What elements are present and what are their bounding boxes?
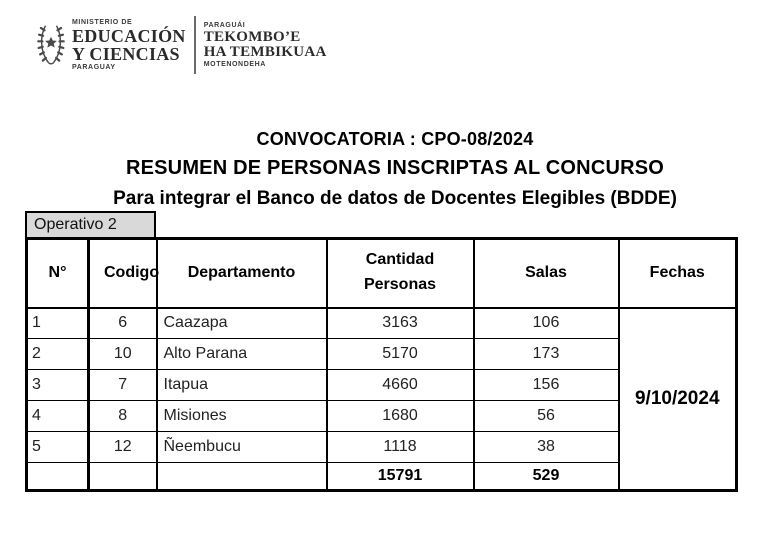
logo-paraguay: PARAGUAY — [72, 64, 116, 72]
header-codigo: Codigo — [89, 239, 157, 308]
cell-n: 4 — [27, 401, 89, 432]
logo-tekomboe: TEKOMBO’E — [203, 28, 301, 45]
cell-departamento: Caazapa — [157, 308, 327, 339]
header-fechas: Fechas — [619, 239, 737, 308]
ministry-logo — [36, 16, 327, 74]
total-salas: 529 — [474, 463, 619, 491]
logo-educacion: EDUCACIÓN — [72, 25, 186, 46]
cell-cantidad: 5170 — [327, 339, 474, 370]
summary-table — [25, 237, 738, 492]
title-resumen: RESUMEN DE PERSONAS INSCRIPTAS AL CONCURSO — [125, 157, 665, 179]
cell-departamento: Misiones — [157, 401, 327, 432]
logo-paraguai: PARAGUÁI — [203, 21, 246, 29]
cell-n: 1 — [27, 308, 89, 339]
cell-n: 3 — [27, 370, 89, 401]
cell-codigo-empty — [89, 463, 157, 491]
cell-departamento-empty — [157, 463, 327, 491]
cell-departamento: Itapua — [157, 370, 327, 401]
logo-ministerio-de: MINISTERIO DE — [72, 18, 133, 26]
cell-salas: 38 — [474, 432, 619, 463]
cell-cantidad: 1118 — [327, 432, 474, 463]
header-n: N° — [27, 239, 89, 308]
cell-cantidad: 3163 — [327, 308, 474, 339]
title-subtitle: Para integrar el Banco de datos de Docentes Elegibles (BDDE) — [113, 188, 677, 209]
cell-codigo: 8 — [89, 401, 157, 432]
cell-departamento: Ñeembucu — [157, 432, 327, 463]
cell-n-empty — [27, 463, 89, 491]
cell-codigo: 10 — [89, 339, 157, 370]
fecha-merged-cell: 9/10/2024 — [619, 308, 737, 491]
cell-salas: 106 — [474, 308, 619, 339]
cell-n: 2 — [27, 339, 89, 370]
logo-text-spanish — [72, 18, 186, 73]
cell-cantidad: 1680 — [327, 401, 474, 432]
logo-divider — [194, 16, 196, 74]
cell-salas: 56 — [474, 401, 619, 432]
logo-ha-tembikuaa: HA TEMBIKUAA — [203, 44, 327, 60]
cell-codigo: 6 — [89, 308, 157, 339]
cell-codigo: 7 — [89, 370, 157, 401]
cell-departamento: Alto Parana — [157, 339, 327, 370]
header-cantidad-personas: Cantidad Personas — [327, 239, 474, 308]
header-row — [27, 239, 737, 308]
logo-motenondeha: MOTENONDEHA — [203, 61, 266, 69]
total-cantidad: 15791 — [327, 463, 474, 491]
header-departamento: Departamento — [157, 239, 327, 308]
table-row — [27, 308, 737, 339]
cell-cantidad: 4660 — [327, 370, 474, 401]
cell-n: 5 — [27, 432, 89, 463]
header-salas: Salas — [474, 239, 619, 308]
logo-y-ciencias: Y CIENCIAS — [72, 44, 180, 64]
cell-salas: 173 — [474, 339, 619, 370]
logo-text-guarani — [204, 21, 327, 70]
operativo-label: Operativo 2 — [25, 211, 156, 238]
cell-codigo: 12 — [89, 432, 157, 463]
title-convocatoria: CONVOCATORIA : CPO-08/2024 — [256, 129, 534, 149]
document-titles — [35, 129, 755, 210]
laurel-wreath-star-icon — [36, 22, 66, 68]
cell-salas: 156 — [474, 370, 619, 401]
